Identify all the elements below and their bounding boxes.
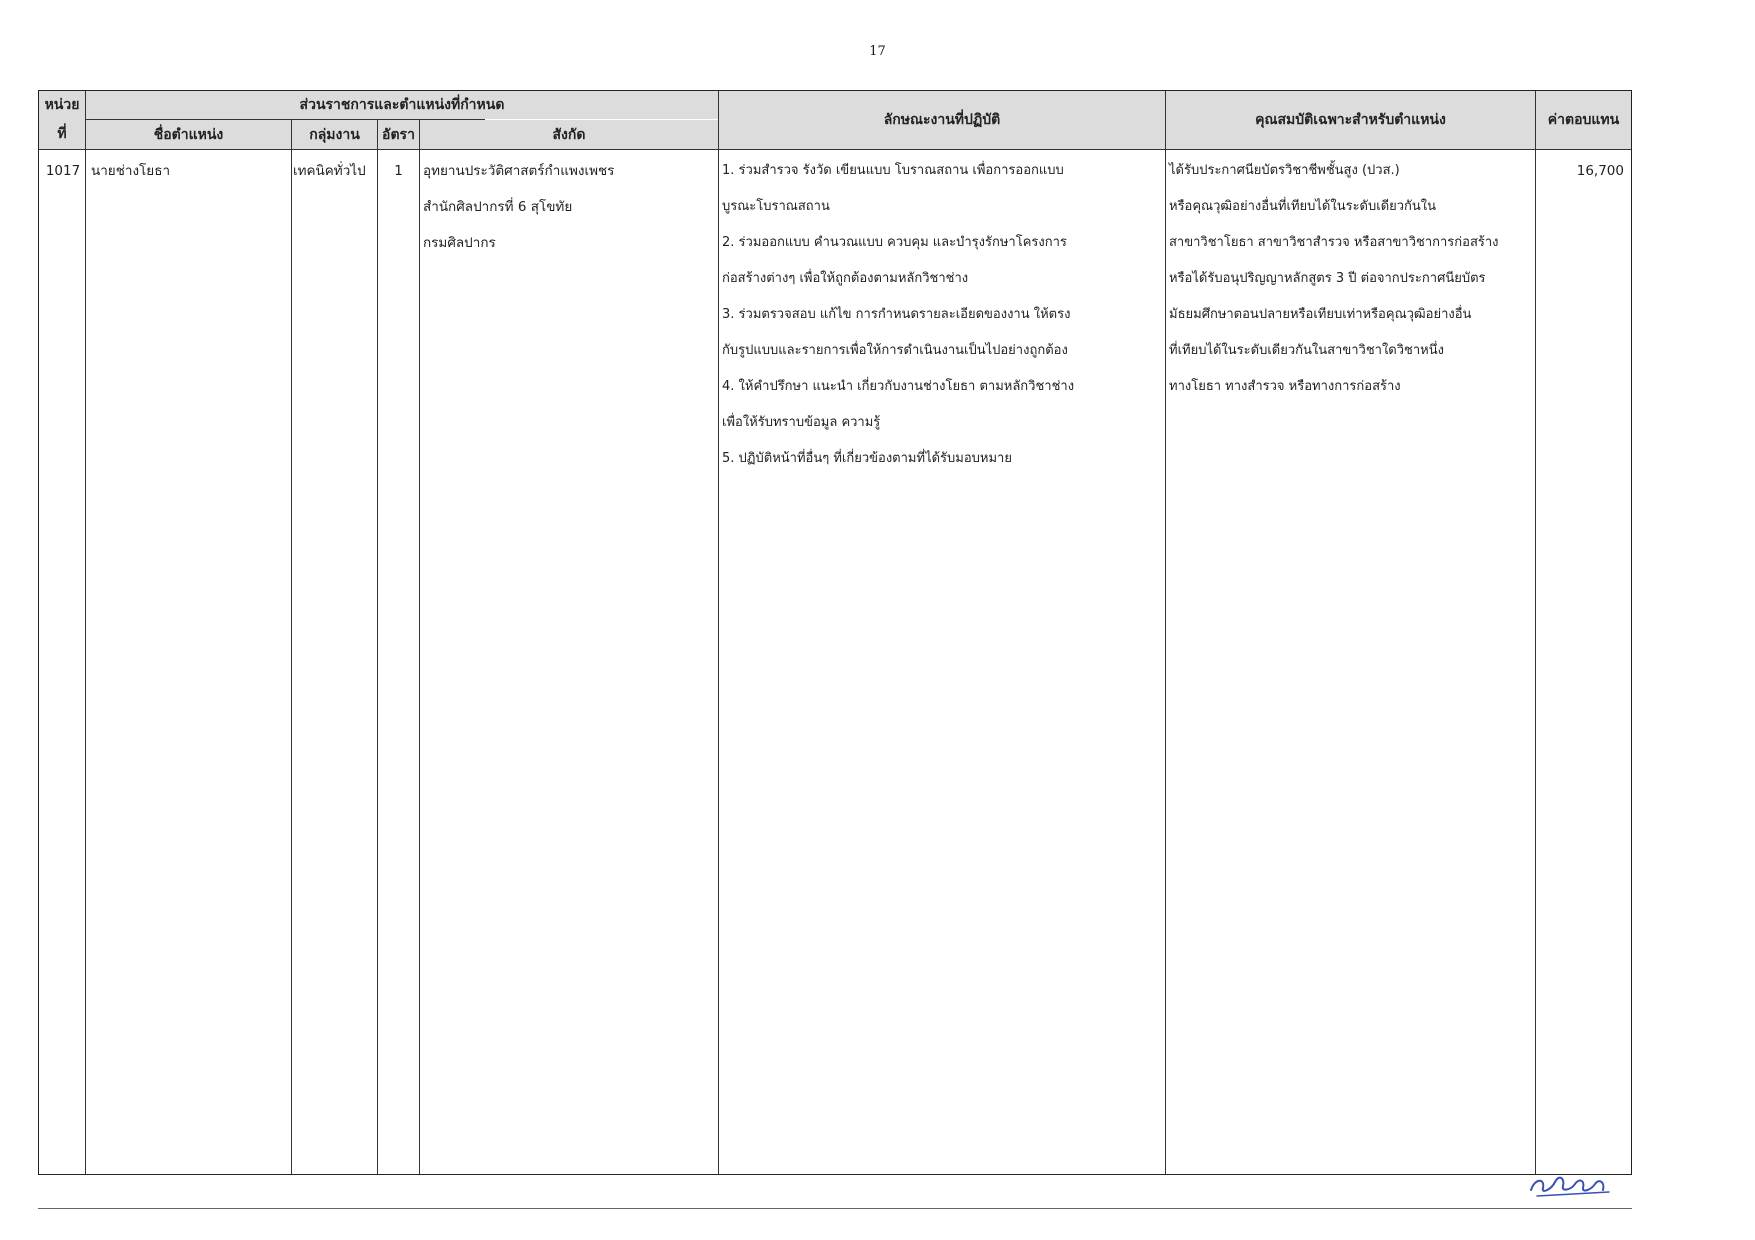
qualification-line: ทางโยธา ทางสำรวจ หรือทางการก่อสร้าง (1169, 379, 1401, 394)
cell-work-group: เทคนิคทั่วไป (293, 163, 366, 179)
header-unit-top: หน่วย (39, 91, 85, 119)
page-bottom-rule (38, 1208, 1632, 1209)
col-divider-workgroup (377, 119, 378, 1174)
duty-line: 1. ร่วมสำรวจ รังวัด เขียนแบบ โบราณสถาน เพื่อการออกแบบ (722, 163, 1064, 178)
col-divider-position (291, 119, 292, 1174)
cell-duties (722, 153, 1074, 477)
affiliation-line: อุทยานประวัติศาสตร์กำแพงเพชร (423, 163, 615, 179)
duty-line: กับรูปแบบและรายการเพื่อให้การดำเนินงานเป็นไปอย่างถูกต้อง (722, 343, 1068, 358)
qualification-line: หรือคุณวุฒิอย่างอื่นที่เทียบได้ในระดับเดียวกันใน (1169, 199, 1437, 214)
qualification-line: หรือได้รับอนุปริญญาหลักสูตร 3 ปี ต่อจากประกาศนียบัตร (1169, 271, 1486, 286)
col-divider-qualifications (1535, 91, 1536, 1174)
cell-qualifications (1169, 153, 1499, 405)
qualification-line: ที่เทียบได้ในระดับเดียวกันในสาขาวิชาใดวิชาหนึ่ง (1169, 343, 1444, 358)
col-divider-rate (419, 119, 420, 1174)
affiliation-line: สำนักศิลปากรที่ 6 สุโขทัย (423, 199, 573, 215)
qualification-line: ได้รับประกาศนียบัตรวิชาชีพชั้นสูง (ปวส.) (1169, 163, 1400, 178)
position-table (38, 90, 1632, 1175)
col-divider-affiliation (718, 91, 719, 1174)
duty-line: 3. ร่วมตรวจสอบ แก้ไข การกำหนดรายละเอียดของงาน ให้ตรง (722, 307, 1071, 322)
header-qualifications: คุณสมบัติเฉพาะสำหรับตำแหน่ง (1166, 91, 1535, 149)
header-position-name: ชื่อตำแหน่ง (86, 120, 291, 149)
header-work-group: กลุ่มงาน (292, 120, 377, 149)
cell-position-name: นายช่างโยธา (91, 163, 171, 179)
qualification-line: สาขาวิชาโยธา สาขาวิชาสำรวจ หรือสาขาวิชาการก่อสร้าง (1169, 235, 1499, 250)
header-duties: ลักษณะงานที่ปฏิบัติ (719, 91, 1165, 149)
duty-line: ก่อสร้างต่างๆ เพื่อให้ถูกต้องตามหลักวิชาช่าง (722, 271, 969, 286)
header-unit-bottom: ที่ (39, 119, 85, 149)
duty-line: เพื่อให้รับทราบข้อมูล ความรู้ (722, 415, 881, 430)
header-compensation: ค่าตอบแทน (1536, 91, 1631, 149)
duty-line: บูรณะโบราณสถาน (722, 199, 830, 214)
cell-rate: 1 (394, 163, 403, 179)
header-affiliation: สังกัด (420, 120, 718, 149)
page-number: 17 (869, 44, 886, 59)
header-divider (85, 119, 485, 120)
cell-compensation: 16,700 (1576, 163, 1624, 179)
header-bottom-line (39, 149, 1631, 150)
cell-unit-no: 1017 (45, 163, 81, 179)
signature-mark (1525, 1160, 1615, 1200)
affiliation-line: กรมศิลปากร (423, 235, 496, 251)
duty-line: 5. ปฏิบัติหน้าที่อื่นๆ ที่เกี่ยวข้องตามที่ได้รับมอบหมาย (722, 451, 1012, 466)
header-group-title: ส่วนราชการและตำแหน่งที่กำหนด (86, 91, 718, 119)
cell-affiliation (423, 153, 614, 261)
qualification-line: มัธยมศึกษาตอนปลายหรือเทียบเท่าหรือคุณวุฒิอย่างอื่น (1169, 307, 1472, 322)
header-rate: อัตรา (378, 120, 419, 149)
duty-line: 4. ให้คำปรึกษา แนะนำ เกี่ยวกับงานช่างโยธา ตามหลักวิชาช่าง (722, 379, 1075, 394)
col-divider-duties (1165, 91, 1166, 1174)
duty-line: 2. ร่วมออกแบบ คำนวณแบบ ควบคุม และบำรุงรักษาโครงการ (722, 235, 1067, 250)
col-divider-unit (85, 91, 86, 1174)
